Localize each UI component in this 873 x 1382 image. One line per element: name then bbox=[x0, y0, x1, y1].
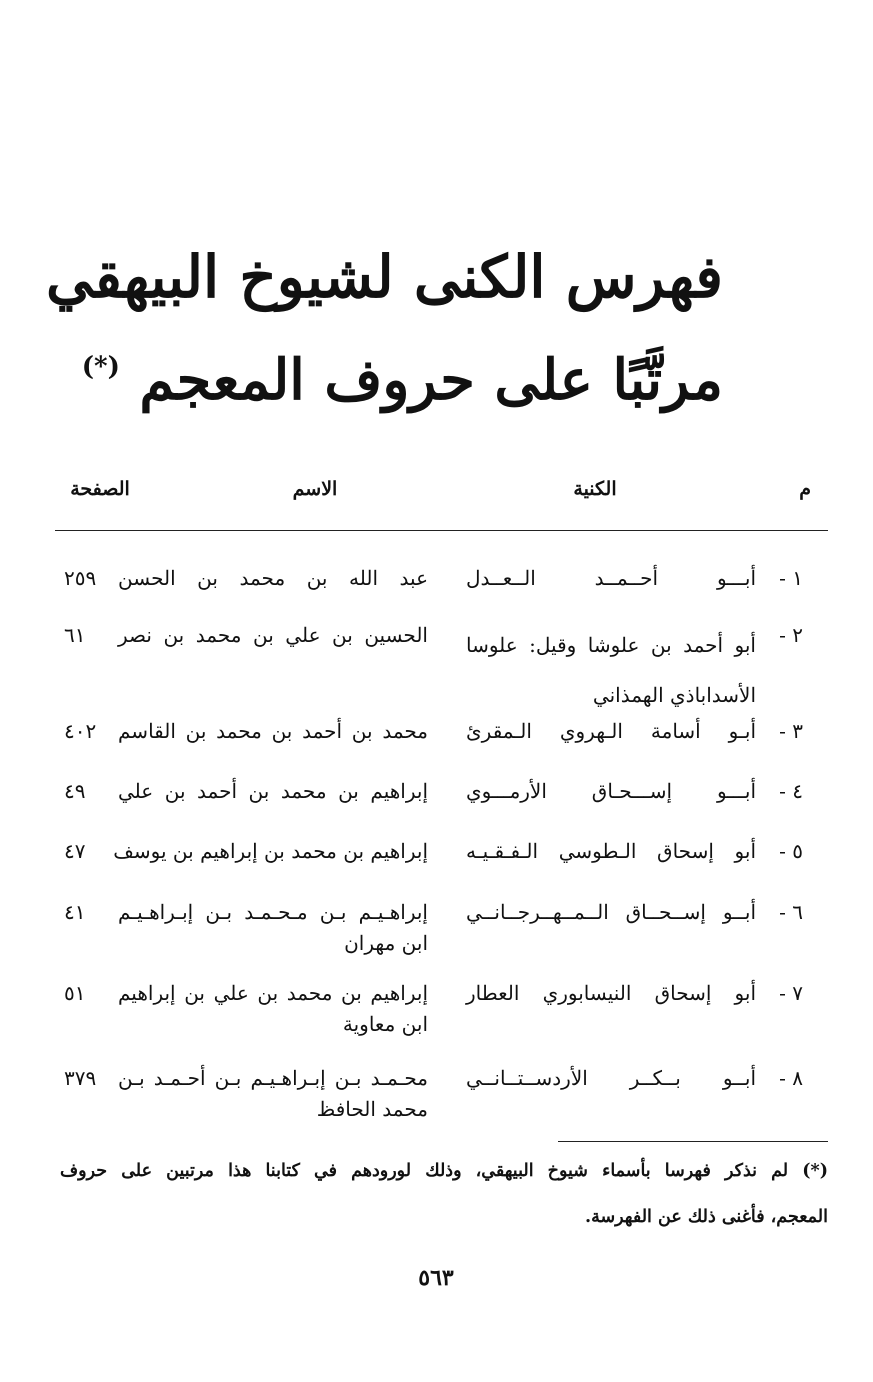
kunya-line: أبو إسحاق النيسابوري العطار bbox=[466, 981, 756, 1005]
header-page: الصفحة bbox=[70, 478, 130, 500]
name-line: إبراهيم بن محمد بن علي بن إبراهيم bbox=[118, 981, 428, 1005]
name-line: الحسين بن علي بن محمد بن نصر bbox=[118, 623, 428, 647]
row-page: ٤٠٢ bbox=[64, 719, 97, 743]
row-name bbox=[113, 836, 428, 867]
kunya-line: أبـو أسامة الـهروي الـمقرئ bbox=[466, 719, 756, 743]
row-name bbox=[118, 776, 428, 807]
header-kunya: الكنية bbox=[573, 478, 617, 500]
title-line-2-text: مرتَّبًا على حروف المعجم bbox=[139, 347, 723, 413]
row-name bbox=[118, 620, 428, 651]
footnote bbox=[60, 1148, 828, 1240]
row-kunya bbox=[466, 897, 756, 928]
name-line: عبد الله بن محمد بن الحسن bbox=[118, 566, 428, 590]
kunya-line: أبــو بــكــر الأردســتــانــي bbox=[466, 1066, 756, 1090]
kunya-line: الأسداباذي الهمذاني bbox=[592, 683, 756, 707]
name-line: إبراهـيـم بـن مـحـمـد بـن إبـراهـيـم bbox=[118, 900, 428, 924]
row-kunya bbox=[466, 836, 756, 867]
title-line-2 bbox=[81, 322, 723, 425]
row-page: ٣٧٩ bbox=[64, 1066, 97, 1090]
row-number: ٥ - bbox=[779, 839, 803, 863]
row-number: ١ - bbox=[779, 566, 803, 590]
footnote-mark: (*) bbox=[81, 352, 120, 382]
title-line-1: فهرس الكنى لشيوخ البيهقي bbox=[45, 243, 723, 311]
footnote-line: (*) لم نذكر فهرسا بأسماء شيوخ البيهقي، وذلك لورودهم في كتابنا هذا مرتبين على حروف bbox=[60, 1161, 828, 1181]
footnote-line: المعجم، فأغنى ذلك عن الفهرسة. bbox=[585, 1207, 828, 1227]
row-page: ٥١ bbox=[64, 981, 86, 1005]
row-number: ٢ - bbox=[779, 623, 803, 647]
row-name bbox=[118, 897, 428, 959]
name-line: ابن معاوية bbox=[342, 1012, 428, 1036]
name-line: إبراهيم بن محمد بن أحمد بن علي bbox=[118, 779, 428, 803]
kunya-line: أبـــو أحــمــد الــعــدل bbox=[466, 566, 756, 590]
row-kunya bbox=[466, 978, 756, 1009]
row-page: ٤٧ bbox=[64, 839, 86, 863]
name-line: محمد الحافظ bbox=[316, 1097, 428, 1121]
row-name bbox=[118, 1063, 428, 1125]
row-page: ٤١ bbox=[64, 900, 86, 924]
row-page: ٦١ bbox=[64, 623, 86, 647]
kunya-line: أبـــو إســـحـاق الأرمـــوي bbox=[466, 779, 756, 803]
row-page: ٤٩ bbox=[64, 779, 86, 803]
name-line: إبراهيم بن محمد بن إبراهيم بن يوسف bbox=[113, 839, 428, 863]
kunya-line: أبــو إســحــاق الــمــهــرجــانــي bbox=[466, 900, 756, 924]
row-name bbox=[118, 716, 428, 747]
header-name: الاسم bbox=[292, 478, 338, 500]
index-title bbox=[45, 232, 723, 425]
row-page: ٢٥٩ bbox=[64, 566, 97, 590]
header-divider bbox=[55, 530, 828, 531]
row-kunya bbox=[466, 1063, 756, 1094]
header-number: م bbox=[799, 478, 811, 500]
row-kunya bbox=[466, 716, 756, 747]
kunya-line: أبو أحمد بن علوشا وقيل: علوسا bbox=[466, 633, 756, 657]
row-number: ٨ - bbox=[779, 1066, 803, 1090]
footnote-divider bbox=[558, 1141, 828, 1142]
row-name bbox=[118, 978, 428, 1040]
name-line: ابن مهران bbox=[344, 931, 428, 955]
row-kunya bbox=[466, 620, 756, 720]
row-kunya bbox=[466, 776, 756, 807]
page-number: ٥٦٣ bbox=[418, 1265, 454, 1291]
row-name bbox=[118, 563, 428, 594]
row-number: ٣ - bbox=[779, 719, 803, 743]
row-number: ٧ - bbox=[779, 981, 803, 1005]
row-kunya bbox=[466, 563, 756, 594]
name-line: محمد بن أحمد بن محمد بن القاسم bbox=[118, 719, 428, 743]
name-line: محـمـد بـن إبـراهـيـم بـن أحـمـد بـن bbox=[118, 1066, 428, 1090]
row-number: ٦ - bbox=[779, 900, 803, 924]
row-number: ٤ - bbox=[779, 779, 803, 803]
kunya-line: أبو إسحاق الـطوسي الـفـقـيـه bbox=[466, 839, 756, 863]
